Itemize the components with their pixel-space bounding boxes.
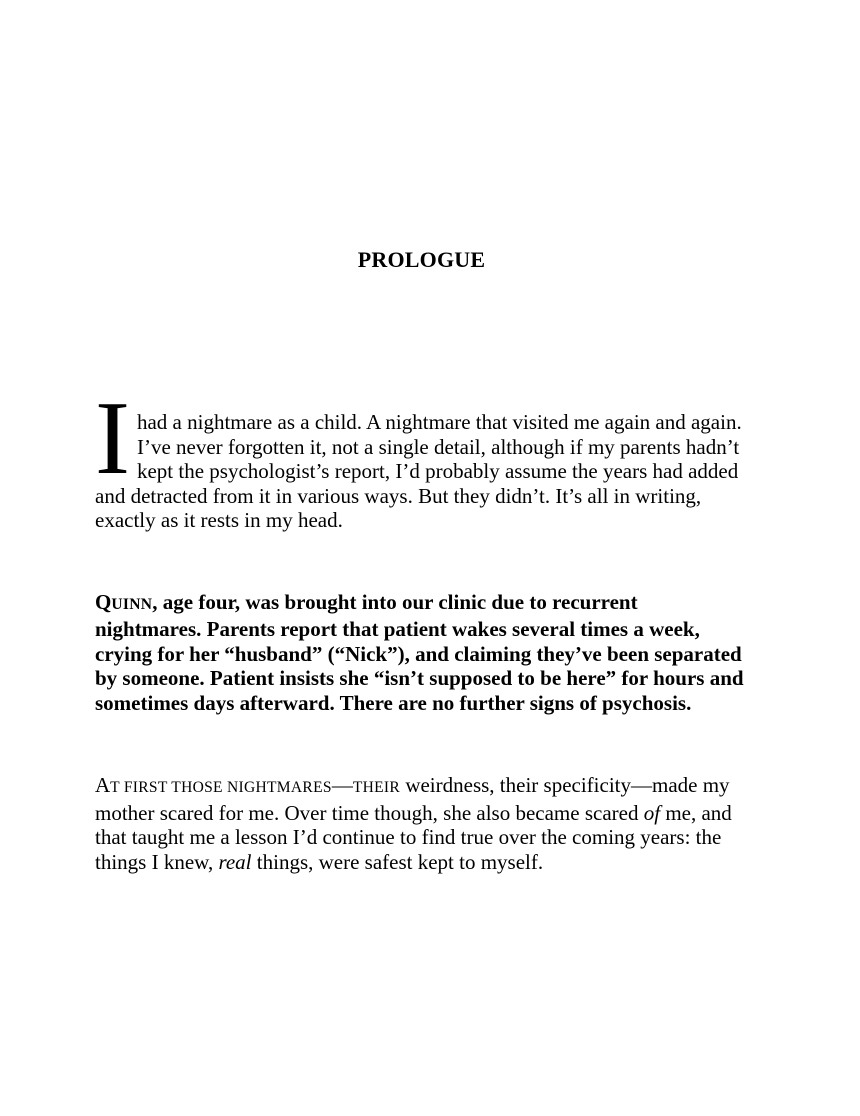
text-run: weirdness, their specificity—made my mother scared for me. Over time though, she also became scared bbox=[95, 773, 730, 825]
drop-cap-letter: I bbox=[95, 379, 130, 496]
text-run: of bbox=[643, 800, 661, 825]
text-run: A bbox=[95, 773, 111, 797]
text-run: THEIR bbox=[352, 779, 401, 796]
clinical-report-paragraph bbox=[95, 590, 748, 716]
text-run: me, and that taught me a lesson I’d continue to find true over the coming years: the things I knew, bbox=[95, 800, 732, 874]
text-run: UINN bbox=[111, 595, 153, 613]
text-run: had a nightmare as a child. A nightmare that visited me again and again. I’ve never forgotten it, not a single detail, although if my parents hadn’t kept the psychologist’s report, I’d probably assume the years had added and detracted from it in various ways. But they didn’t. It’s all in writing, exactly as it rests in my head. bbox=[95, 410, 742, 532]
text-run: — bbox=[331, 773, 353, 797]
chapter-title: PROLOGUE bbox=[357, 247, 486, 272]
text-run: things, were safest kept to myself. bbox=[251, 849, 544, 874]
text-run: real bbox=[218, 849, 252, 874]
text-run: Q bbox=[95, 589, 112, 614]
page-body bbox=[95, 379, 748, 874]
text-run: , age four, was brought into our clinic due to recurrent nightmares. Parents report that patient wakes several times a week, crying for her “husband” (“Nick”), and claiming they’ve been separated by someone. Patient insists she “isn’t supposed to be here” for hours and sometimes days afterward. There are no further signs of psychosis. bbox=[95, 589, 744, 715]
opening-paragraph bbox=[95, 379, 748, 533]
aftermath-paragraph bbox=[95, 773, 748, 874]
text-run: T FIRST THOSE NIGHTMARES bbox=[110, 779, 332, 796]
page-content bbox=[95, 0, 748, 874]
